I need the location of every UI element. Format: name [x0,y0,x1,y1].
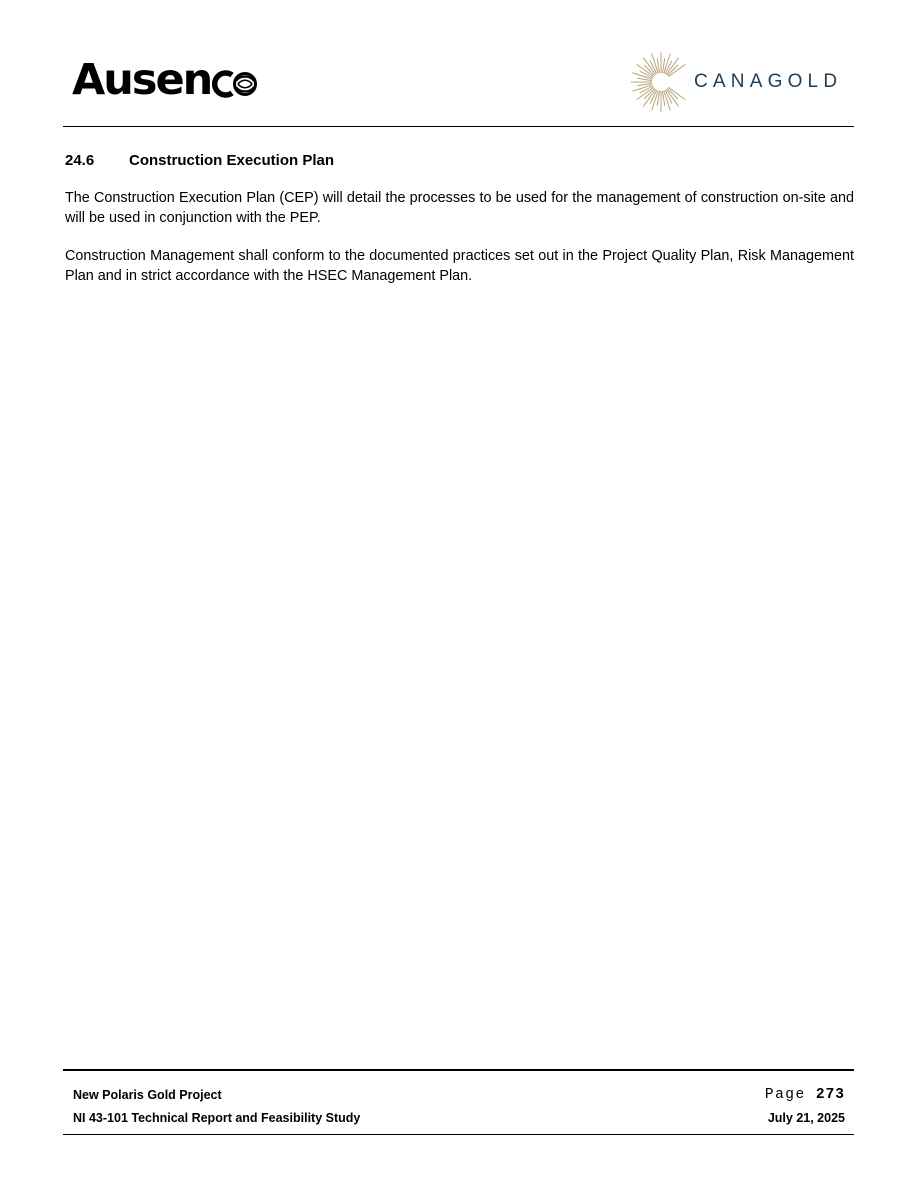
ausenco-wordmark: Ausen [72,55,212,105]
page-indicator [765,1084,845,1107]
footer-project-name: New Polaris Gold Project [73,1088,222,1102]
header-divider [63,126,854,127]
document-body [65,150,854,304]
footer-divider-bottom [63,1134,854,1135]
paragraph: Construction Management shall conform to the documented practices set out in the Project Quality Plan, Risk Management Plan and in strict accordance with the HSEC Management Plan. [65,248,854,284]
sunburst-icon [630,48,692,116]
paragraph: The Construction Execution Plan (CEP) will detail the processes to be used for the management of construction on-site and will be used in conjunction with the PEP. [65,190,854,226]
section-heading [65,150,854,172]
ausenco-logo [72,56,258,104]
canagold-wordmark: CANAGOLD [694,71,843,92]
section-title: Construction Execution Plan [129,152,335,169]
page-number: 273 [815,1087,845,1103]
page-header [0,0,918,128]
footer-date: July 21, 2025 [767,1111,845,1125]
ausenco-swirl-icon [212,66,258,100]
footer-right [765,1084,845,1130]
canagold-logo [630,48,842,116]
footer-divider-top [63,1069,854,1071]
footer-left [73,1084,360,1130]
footer-report-title: NI 43-101 Technical Report and Feasibility Study [73,1111,361,1125]
section-number: 24.6 [65,152,95,169]
page-label: Page [764,1087,806,1103]
